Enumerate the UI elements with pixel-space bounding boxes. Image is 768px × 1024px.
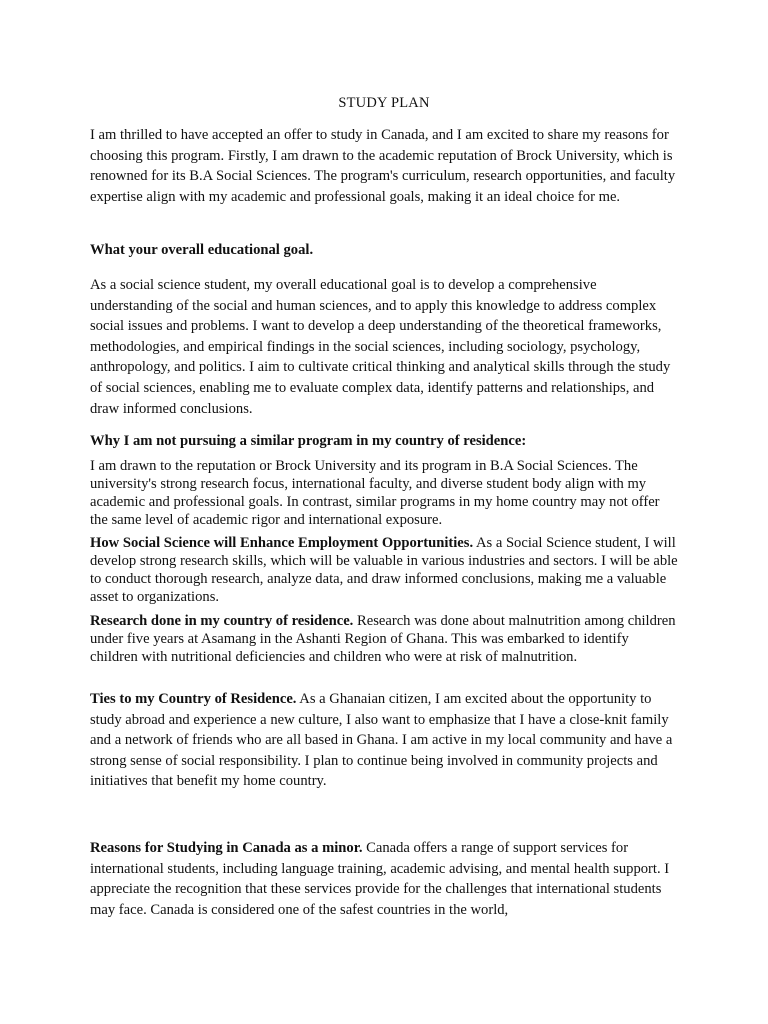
intro-paragraph: I am thrilled to have accepted an offer to study in Canada, and I am excited to share my reasons for choosing this program. Firstly, I am drawn to the academic reputation of Brock University, which is renowned for its B.A Social Sciences. The program's curriculum, research opportunities, and faculty expertise align with my academic and professional goals, making it an ideal choice for me. [90, 127, 676, 205]
why-paragraph: I am drawn to the reputation or Brock University and its program in B.A Social Sciences. The university's strong research focus, international faculty, and diverse student body align with my academic and professional goals. In contrast, similar programs in my home country may not offer the same level of academic rigor and international exposure. [90, 458, 660, 528]
ties-paragraph [90, 689, 680, 792]
employment-paragraph [90, 534, 680, 606]
ties-text: As a Ghanaian citizen, I am excited about the opportunity to study abroad and experience a new culture, I also want to emphasize that I have a close-knit family and a network of friends who are all based in Ghana. I am active in my local community and have a strong sense of social responsibility. I plan to continue being involved in community projects and initiatives that benefit my home country. [90, 691, 673, 790]
canada-heading: Reasons for Studying in Canada as a minor. [90, 840, 363, 856]
goal-heading: What your overall educational goal. [90, 242, 314, 258]
employment-text: As a Social Science student, I will develop strong research skills, which will be valuable in various industries and sectors. I will be able to conduct thorough research, analyze data, and draw informed conclusions, making me a valuable asset to organizations. [90, 535, 678, 605]
ties-heading: Ties to my Country of Residence. [90, 691, 297, 707]
employment-heading: How Social Science will Enhance Employment Opportunities. [90, 535, 474, 551]
why-heading: Why I am not pursuing a similar program in my country of residence: [90, 433, 527, 449]
research-text: Research was done about malnutrition among children under five years at Asamang in the Ashanti Region of Ghana. This was embarked to identify children with nutritional deficiencies and children who were at risk of malnutrition. [90, 613, 676, 665]
goal-paragraph: As a social science student, my overall educational goal is to develop a comprehensive understanding of the social and human sciences, and to apply this knowledge to address complex social issues and problems. I want to develop a deep understanding of the theoretical frameworks, methodologies, and empirical findings in the social sciences, including sociology, psychology, anthropology, and politics. I aim to cultivate critical thinking and analytical skills through the study of social sciences, enabling me to evaluate complex data, identify patterns and relationships, and draw informed conclusions. [90, 277, 671, 417]
page-title: STUDY PLAN [338, 95, 430, 111]
research-heading: Research done in my country of residence. [90, 613, 354, 629]
research-paragraph [90, 612, 680, 666]
canada-paragraph [90, 838, 680, 920]
canada-text: Canada offers a range of support services for international students, including language training, academic advising, and mental health support. I appreciate the recognition that these services provide for the challenges that international students may face. Canada is considered one of the safest countries in the world, [90, 840, 670, 918]
